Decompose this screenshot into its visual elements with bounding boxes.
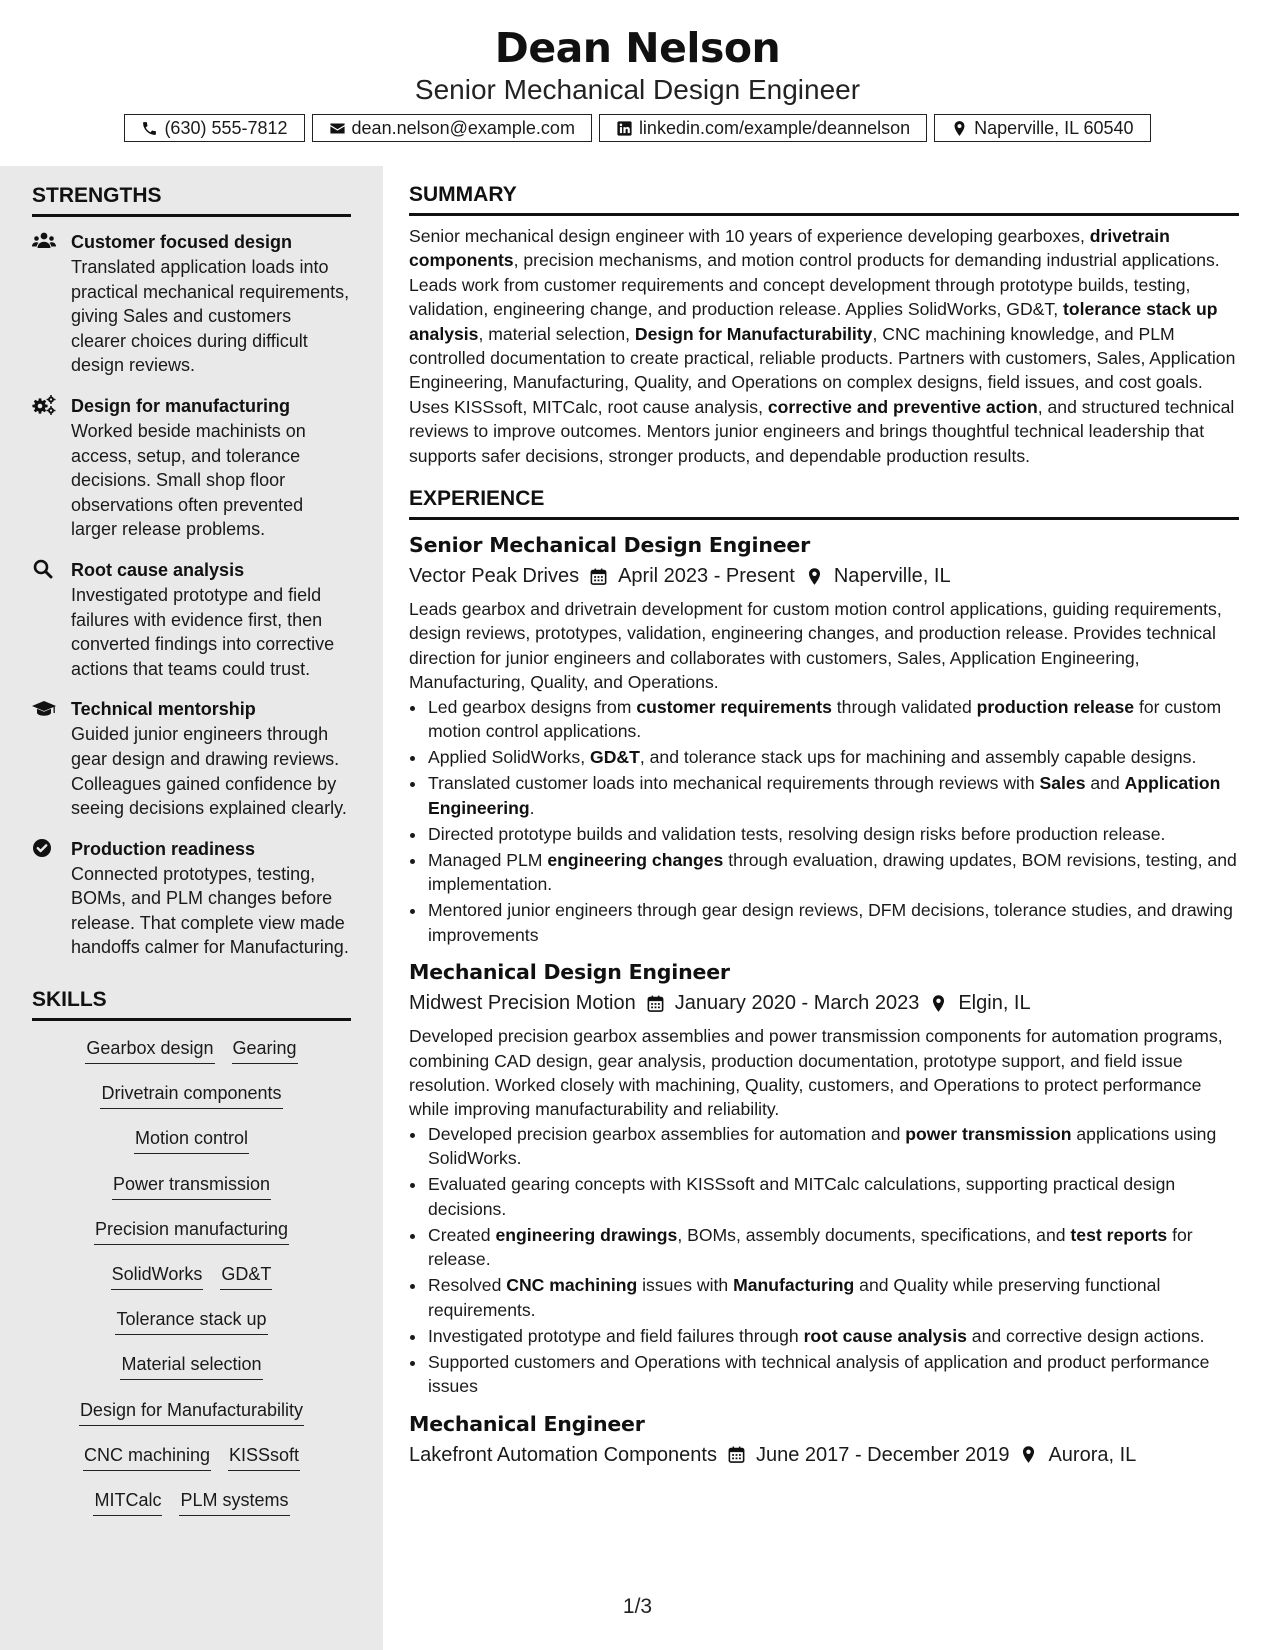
company-name: Lakefront Automation Components [409, 1443, 717, 1466]
bold-keyword: GD&T [590, 747, 640, 768]
strength-description: Translated application loads into practical mechanical requirements, giving Sales and customers clearer choices during difficult design reviews. [71, 257, 350, 376]
job-bullet [427, 1350, 1239, 1399]
skill-tag: MITCalc [93, 1488, 162, 1516]
search-icon [32, 559, 56, 579]
text-segment: Led gearbox designs from [428, 696, 637, 717]
job-bullet [427, 745, 1239, 769]
text-segment: , and structured technical reviews to improve outcomes. Mentors junior engineers and brings thoughtful technical leadership that supports safer decisions, stronger products, and dependable production results. [409, 396, 1235, 466]
skills-heading: SKILLS [32, 986, 351, 1021]
strength-item [32, 393, 351, 542]
skill-row [32, 1262, 351, 1307]
candidate-name: Dean Nelson [494, 24, 781, 72]
contact-phone-text: (630) 555-7812 [164, 117, 288, 138]
contact-location[interactable] [934, 114, 1150, 142]
skill-tag: Motion control [134, 1126, 249, 1154]
strength-description: Connected prototypes, testing, BOMs, and PLM changes before release. That complete view made handoffs calmer for Manufacturing. [71, 863, 349, 958]
job-bullet [427, 848, 1239, 897]
skill-row [32, 1217, 351, 1262]
text-segment: Created [428, 1224, 496, 1245]
skill-row [32, 1081, 351, 1126]
phone-icon [141, 120, 158, 137]
job-description: Developed precision gearbox assemblies and power transmission components for automation programs, combining CAD design, gear analysis, production documentation, prototype support, and field issue resolution. Worked closely with machining, Quality, customers, and Operations to protect performance while improving manufacturability and reliability. [409, 1026, 1223, 1120]
text-segment: , precision mechanisms, and motion control products for demanding industrial applications. Leads work from customer requirements and concept development through prototype builds, testing, validation, engineering change, and production release. Applies SolidWorks, GD&T, [409, 250, 1220, 320]
bold-keyword: Sales [1039, 773, 1086, 794]
skill-row [32, 1488, 351, 1533]
strength-description: Worked beside machinists on access, setup, and tolerance decisions. Small shop floor observations often prevented larger release problems. [71, 420, 306, 540]
contact-email-text: dean.nelson@example.com [351, 117, 575, 138]
text-segment: Developed precision gearbox assemblies for automation and [428, 1123, 906, 1144]
text-segment: , and tolerance stack ups for machining and assembly capable designs. [639, 747, 1197, 768]
job-bullet [427, 1324, 1239, 1348]
job-bullet-list [409, 1122, 1239, 1399]
job-bullet [427, 1273, 1239, 1322]
text-segment: Mentored junior engineers through gear design reviews, DFM decisions, tolerance studies, and drawing improvements [428, 900, 1233, 945]
bold-keyword: Application Engineering [428, 773, 1221, 818]
bold-keyword: corrective and preventive action [767, 396, 1038, 417]
job-meta [409, 987, 1239, 1019]
text-segment: Senior mechanical design engineer with 10 years of experience developing gearboxes, [409, 226, 1090, 246]
job-location: Aurora, IL [1048, 1443, 1137, 1466]
bold-keyword: drivetrain components [409, 226, 1170, 271]
bold-keyword: root cause analysis [803, 1325, 967, 1346]
text-segment: through validated [831, 696, 977, 717]
text-segment: and corrective design actions. [966, 1325, 1205, 1346]
text-segment: and [1085, 773, 1125, 794]
strength-item [32, 836, 351, 960]
skill-row [32, 1307, 351, 1352]
strength-title: Customer focused design [71, 232, 293, 252]
skill-tag: Drivetrain components [100, 1081, 282, 1109]
summary-section [409, 181, 1239, 468]
job-list [409, 530, 1239, 1471]
text-segment: Managed PLM [428, 849, 548, 870]
bold-keyword: production release [976, 696, 1135, 717]
job-bullet [427, 1172, 1239, 1221]
resume-header [0, 0, 1275, 166]
strength-title: Production readiness [71, 838, 256, 859]
strength-item [32, 557, 351, 681]
text-segment: Resolved [428, 1275, 507, 1296]
job-meta [409, 1439, 1239, 1471]
text-segment: and Quality while preserving functional requirements. [428, 1275, 1161, 1320]
skill-row [32, 1443, 351, 1488]
users-icon [32, 231, 56, 251]
skill-row [32, 1398, 351, 1443]
gears-icon [32, 395, 56, 415]
job-bullet [427, 695, 1239, 744]
job-entry [409, 530, 1239, 947]
skill-tag: PLM systems [179, 1488, 289, 1516]
text-segment: Translated customer loads into mechanical requirements through reviews with [428, 773, 1040, 794]
job-bullet [427, 898, 1239, 947]
contact-linkedin[interactable] [599, 114, 927, 142]
graduation-cap-icon [32, 698, 56, 718]
skill-tag: Gearbox design [85, 1036, 214, 1064]
text-segment: for release. [428, 1224, 1193, 1270]
skill-tag: Material selection [120, 1352, 262, 1380]
envelope-icon [329, 120, 346, 137]
text-segment: . [529, 797, 535, 818]
summary-text [409, 224, 1239, 468]
calendar-icon [589, 567, 608, 586]
company-name: Vector Peak Drives [409, 565, 580, 588]
job-bullet [427, 771, 1239, 820]
contact-email[interactable] [312, 114, 592, 142]
job-bullet [427, 1122, 1239, 1171]
map-pin-icon [929, 994, 948, 1013]
skill-row [32, 1126, 351, 1171]
job-entry [409, 957, 1239, 1399]
experience-heading: EXPERIENCE [409, 485, 1239, 520]
map-pin-icon [805, 567, 824, 586]
skill-row [32, 1172, 351, 1217]
linkedin-icon [616, 120, 633, 137]
strength-description: Investigated prototype and field failures with evidence first, then converted findings into corrective actions that teams could trust. [71, 584, 335, 679]
job-meta [409, 560, 1239, 592]
text-segment: Supported customers and Operations with technical analysis of application and product performance issues [428, 1351, 1210, 1397]
experience-section [409, 485, 1239, 1471]
text-segment: applications using SolidWorks. [428, 1123, 1217, 1169]
skill-tag: Precision manufacturing [94, 1217, 289, 1245]
contact-bar [0, 114, 1275, 142]
text-segment: issues with [637, 1275, 734, 1296]
text-segment: , BOMs, assembly documents, specifications, and [677, 1224, 1071, 1245]
text-segment: for custom motion control applications. [428, 696, 1222, 742]
bold-keyword: power transmission [905, 1123, 1072, 1144]
strength-description: Guided junior engineers through gear design and drawing reviews. Colleagues gained confidence by seeing decisions explained clearly. [71, 724, 347, 819]
candidate-title: Senior Mechanical Design Engineer [414, 74, 861, 105]
sidebar [0, 166, 383, 1650]
strengths-heading: STRENGTHS [32, 182, 351, 217]
contact-phone[interactable] [124, 114, 304, 142]
map-pin-icon [951, 120, 968, 137]
job-bullet [427, 1223, 1239, 1272]
bold-keyword: CNC machining [506, 1275, 638, 1296]
text-segment: Directed prototype builds and validation tests, resolving design risks before production release. [428, 823, 1166, 844]
contact-location-text: Naperville, IL 60540 [974, 117, 1134, 138]
bold-keyword: tolerance stack up analysis [409, 299, 1218, 344]
bold-keyword: test reports [1070, 1224, 1168, 1245]
strength-title: Root cause analysis [71, 559, 245, 580]
job-title: Mechanical Engineer [409, 1411, 645, 1436]
text-segment: Applied SolidWorks, [428, 747, 591, 768]
text-segment: , CNC machining knowledge, and PLM controlled documentation to create practical, reliable products. Partners with customers, Sales, Application Engineering, Manufacturing, Quality, and Operations on complex designs, field issues, and cost goals. Uses KISSsoft, MITCalc, root cause analysis, [409, 323, 1236, 417]
job-dates: April 2023 - Present [618, 565, 795, 588]
summary-heading: SUMMARY [409, 181, 1239, 216]
check-circle-icon [32, 838, 56, 858]
strength-item [32, 229, 351, 378]
calendar-icon [646, 994, 665, 1013]
bold-keyword: engineering drawings [495, 1224, 678, 1245]
skill-row [32, 1036, 351, 1081]
strength-item [32, 696, 351, 820]
text-segment: , material selection, [478, 323, 635, 344]
skill-tag: CNC machining [83, 1443, 211, 1471]
skills-list [32, 1036, 351, 1533]
job-bullet-list [409, 695, 1239, 948]
skill-tag: Tolerance stack up [115, 1307, 267, 1335]
text-segment: Evaluated gearing concepts with KISSsoft and MITCalc calculations, supporting practical design decisions. [428, 1174, 1176, 1219]
strengths-list [32, 229, 351, 960]
bold-keyword: Design for Manufacturability [634, 323, 873, 344]
calendar-icon [727, 1445, 746, 1464]
company-name: Midwest Precision Motion [409, 992, 636, 1015]
strength-title: Technical mentorship [71, 699, 256, 720]
job-entry [409, 1409, 1239, 1471]
skill-tag: SolidWorks [111, 1262, 204, 1290]
bold-keyword: customer requirements [636, 696, 832, 717]
job-bullet [427, 822, 1239, 846]
text-segment: Investigated prototype and field failures through [428, 1325, 804, 1346]
strength-title: Design for manufacturing [71, 395, 291, 416]
job-description: Leads gearbox and drivetrain development for custom motion control applications, guiding requirements, design reviews, prototypes, validation, engineering changes, and production release. Provides technical direction for junior engineers and collaborates with customers, Sales, Application Engineering, Manufacturing, Quality, and Operations. [409, 599, 1222, 693]
job-location: Elgin, IL [958, 992, 1031, 1015]
skill-row [32, 1352, 351, 1397]
skill-tag: Design for Manufacturability [79, 1398, 304, 1426]
job-title: Senior Mechanical Design Engineer [409, 533, 811, 558]
bold-keyword: Manufacturing [733, 1275, 855, 1296]
skill-tag: KISSsoft [228, 1443, 300, 1471]
text-segment: through evaluation, drawing updates, BOM revisions, testing, and implementation. [428, 849, 1237, 895]
job-dates: June 2017 - December 2019 [755, 1443, 1010, 1466]
skills-section [32, 986, 351, 1533]
page-number: 1/3 [622, 1595, 653, 1618]
skill-tag: GD&T [220, 1262, 272, 1290]
job-title: Mechanical Design Engineer [409, 960, 730, 985]
job-dates: January 2020 - March 2023 [674, 992, 920, 1015]
contact-linkedin-text: linkedin.com/example/deannelson [638, 117, 911, 138]
job-location: Naperville, IL [833, 565, 951, 588]
map-pin-icon [1019, 1445, 1038, 1464]
skill-tag: Power transmission [112, 1172, 271, 1200]
bold-keyword: engineering changes [547, 849, 724, 870]
skill-tag: Gearing [232, 1036, 298, 1064]
main-column [409, 181, 1239, 1476]
